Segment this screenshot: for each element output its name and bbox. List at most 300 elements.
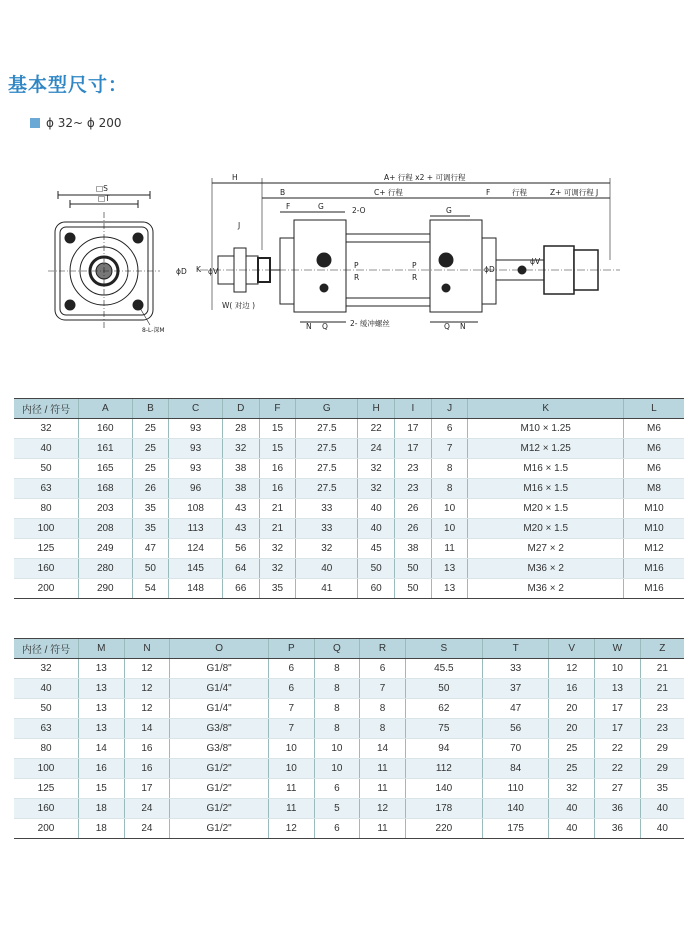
table-cell: 10	[431, 499, 468, 519]
label-z: Z+ 可调行程	[550, 188, 594, 197]
table-cell: 56	[482, 719, 549, 739]
table-cell: 40	[549, 819, 595, 839]
table-cell: M16 × 1.5	[468, 459, 623, 479]
table-row	[14, 579, 684, 599]
table-cell: 12	[124, 699, 170, 719]
table-cell: 11	[360, 759, 406, 779]
label-r-left: R	[354, 273, 360, 282]
table-cell: 6	[314, 819, 360, 839]
table-cell: 13	[79, 719, 125, 739]
table-cell: G3/8"	[170, 719, 269, 739]
table-row	[14, 539, 684, 559]
table-cell: 33	[296, 499, 358, 519]
table-cell: 220	[405, 819, 482, 839]
table-cell: 8	[314, 659, 360, 679]
table-row	[14, 659, 684, 679]
label-phi-v-left: ϕV	[208, 267, 219, 276]
table-cell: 25	[549, 739, 595, 759]
table-row	[14, 679, 684, 699]
table-row	[14, 739, 684, 759]
table-cell: 96	[169, 479, 223, 499]
table-cell: M16	[623, 559, 684, 579]
column-header: 内径 / 符号	[14, 639, 79, 659]
table-cell: 36	[595, 799, 641, 819]
table-cell: 12	[124, 659, 170, 679]
label-r-right: R	[412, 273, 418, 282]
table-cell: 63	[14, 479, 79, 499]
column-header: N	[124, 639, 170, 659]
table-cell: G1/2"	[170, 819, 269, 839]
table-cell: 140	[405, 779, 482, 799]
table-cell: 14	[360, 739, 406, 759]
table-cell: 21	[259, 519, 296, 539]
column-header: R	[360, 639, 406, 659]
table-cell: 80	[14, 499, 79, 519]
table-cell: 25	[132, 439, 169, 459]
table-cell: 36	[595, 819, 641, 839]
table-cell: 10	[595, 659, 641, 679]
table-cell: 290	[79, 579, 133, 599]
table-cell: 40	[358, 519, 395, 539]
table-cell: 62	[405, 699, 482, 719]
label-w: W( 对边 )	[222, 301, 256, 310]
table-cell: 280	[79, 559, 133, 579]
table-row	[14, 759, 684, 779]
dimension-table-m-z	[14, 638, 684, 839]
table-cell: 10	[314, 759, 360, 779]
table-cell: 125	[14, 539, 79, 559]
table-header-row	[14, 399, 684, 419]
table-cell: 110	[482, 779, 549, 799]
table-cell: 50	[395, 559, 432, 579]
table-cell: 54	[132, 579, 169, 599]
table-cell: 208	[79, 519, 133, 539]
table-cell: 5	[314, 799, 360, 819]
table-cell: 12	[124, 679, 170, 699]
table-cell: 50	[14, 459, 79, 479]
table-cell: 20	[549, 699, 595, 719]
table-cell: G1/8"	[170, 659, 269, 679]
table-cell: 23	[640, 719, 684, 739]
column-header: I	[395, 399, 432, 419]
table-cell: 32	[14, 419, 79, 439]
column-header: F	[259, 399, 296, 419]
table-cell: M27 × 2	[468, 539, 623, 559]
table-cell: M12 × 1.25	[468, 439, 623, 459]
label-q-left: Q	[322, 322, 328, 331]
table-cell: 94	[405, 739, 482, 759]
table-cell: 13	[79, 659, 125, 679]
table-cell: 80	[14, 739, 79, 759]
table-cell: 10	[268, 739, 314, 759]
table-cell: 21	[640, 679, 684, 699]
table-cell: 32	[222, 439, 259, 459]
table-cell: 38	[222, 459, 259, 479]
table-cell: 11	[431, 539, 468, 559]
column-header: Q	[314, 639, 360, 659]
column-header: V	[549, 639, 595, 659]
table-cell: 27.5	[296, 479, 358, 499]
table-cell: 40	[358, 499, 395, 519]
table-cell: 50	[358, 559, 395, 579]
table-cell: 60	[358, 579, 395, 599]
table-cell: M16	[623, 579, 684, 599]
table-cell: 25	[132, 419, 169, 439]
table-cell: 6	[268, 659, 314, 679]
table-cell: M6	[623, 419, 684, 439]
label-screw: 8-L-深M	[142, 327, 165, 334]
table-cell: 45.5	[405, 659, 482, 679]
table-cell: 14	[124, 719, 170, 739]
table-header-row	[14, 639, 684, 659]
column-header: D	[222, 399, 259, 419]
table-cell: 93	[169, 439, 223, 459]
table-cell: 32	[549, 779, 595, 799]
column-header: M	[79, 639, 125, 659]
table-row	[14, 559, 684, 579]
table-cell: 22	[358, 419, 395, 439]
table-cell: 63	[14, 719, 79, 739]
side-view	[200, 178, 620, 322]
table-cell: 47	[132, 539, 169, 559]
table-cell: M10 × 1.25	[468, 419, 623, 439]
table-cell: 8	[360, 719, 406, 739]
table-cell: M6	[623, 459, 684, 479]
column-header: H	[358, 399, 395, 419]
table-cell: 23	[395, 459, 432, 479]
table-cell: 175	[482, 819, 549, 839]
table-cell: 7	[268, 719, 314, 739]
table-cell: 38	[395, 539, 432, 559]
table-cell: 6	[314, 779, 360, 799]
table-cell: 32	[259, 539, 296, 559]
table-cell: 43	[222, 519, 259, 539]
table-row	[14, 719, 684, 739]
table-cell: 35	[259, 579, 296, 599]
table-cell: 26	[395, 519, 432, 539]
table-cell: 22	[595, 739, 641, 759]
table-cell: 24	[358, 439, 395, 459]
column-header: W	[595, 639, 641, 659]
table-cell: 17	[595, 719, 641, 739]
table-cell: 10	[431, 519, 468, 539]
column-header: O	[170, 639, 269, 659]
dimension-table-a-l	[14, 398, 684, 599]
table-cell: G1/2"	[170, 759, 269, 779]
table-cell: 26	[395, 499, 432, 519]
table-cell: G1/2"	[170, 779, 269, 799]
table-row	[14, 819, 684, 839]
column-header: G	[296, 399, 358, 419]
table-cell: 17	[124, 779, 170, 799]
label-s: □S	[96, 184, 108, 193]
table-cell: 26	[132, 479, 169, 499]
table-cell: 40	[296, 559, 358, 579]
table-cell: 100	[14, 759, 79, 779]
table-cell: 16	[259, 459, 296, 479]
table-cell: 15	[259, 439, 296, 459]
table-cell: 22	[595, 759, 641, 779]
table-cell: 45	[358, 539, 395, 559]
label-f-right: F	[486, 188, 491, 197]
table-cell: 14	[79, 739, 125, 759]
table-cell: 8	[314, 679, 360, 699]
label-q-right: Q	[444, 322, 450, 331]
table-cell: 35	[132, 499, 169, 519]
table-cell: 17	[595, 699, 641, 719]
table-cell: 11	[268, 799, 314, 819]
table-row	[14, 499, 684, 519]
table-cell: M16 × 1.5	[468, 479, 623, 499]
bore-range	[30, 116, 122, 130]
label-f-left: F	[286, 202, 291, 211]
table-cell: 6	[431, 419, 468, 439]
table-cell: 29	[640, 739, 684, 759]
table-cell: 124	[169, 539, 223, 559]
table-cell: 18	[79, 819, 125, 839]
table-cell: 32	[296, 539, 358, 559]
page-title: 基本型尺寸：	[8, 74, 129, 96]
table-cell: 70	[482, 739, 549, 759]
table-cell: 15	[79, 779, 125, 799]
table-cell: 27	[595, 779, 641, 799]
table-cell: 50	[132, 559, 169, 579]
label-phi-d-left: ϕD	[176, 267, 187, 276]
table-cell: M20 × 1.5	[468, 499, 623, 519]
table-cell: 203	[79, 499, 133, 519]
label-phi-v-right: ϕV	[530, 257, 541, 266]
column-header: C	[169, 399, 223, 419]
table-cell: 160	[14, 799, 79, 819]
table-cell: 47	[482, 699, 549, 719]
table-cell: 8	[360, 699, 406, 719]
label-g-left: G	[318, 202, 324, 211]
table-cell: 28	[222, 419, 259, 439]
label-p-left: P	[354, 261, 359, 270]
table-cell: 10	[314, 739, 360, 759]
column-header: B	[132, 399, 169, 419]
table-cell: 37	[482, 679, 549, 699]
label-n-left: N	[306, 322, 312, 331]
table-cell: 12	[549, 659, 595, 679]
table-cell: 13	[595, 679, 641, 699]
column-header: A	[79, 399, 133, 419]
table-cell: 40	[549, 799, 595, 819]
label-stroke: 行程	[512, 188, 527, 197]
table-cell: M10	[623, 519, 684, 539]
table-cell: 100	[14, 519, 79, 539]
table-cell: 50	[14, 699, 79, 719]
table-cell: 8	[314, 699, 360, 719]
table-cell: 56	[222, 539, 259, 559]
table-cell: 168	[79, 479, 133, 499]
table-cell: 23	[640, 699, 684, 719]
bullet-square-icon	[30, 118, 40, 128]
label-overall: A+ 行程 x2 + 可调行程	[384, 173, 466, 182]
cylinder-dimension-drawing	[0, 150, 700, 340]
table-cell: 84	[482, 759, 549, 779]
label-p-right: P	[412, 261, 417, 270]
table-cell: 160	[79, 419, 133, 439]
table-cell: 8	[314, 719, 360, 739]
table-cell: M6	[623, 439, 684, 459]
table-cell: 32	[358, 479, 395, 499]
table-cell: 40	[640, 799, 684, 819]
table-cell: 27.5	[296, 459, 358, 479]
table-cell: 6	[360, 659, 406, 679]
table-row	[14, 799, 684, 819]
label-c: C+ 行程	[374, 188, 403, 197]
column-header: S	[405, 639, 482, 659]
table-cell: 6	[268, 679, 314, 699]
table-cell: 21	[259, 499, 296, 519]
table-cell: 16	[259, 479, 296, 499]
table-cell: 32	[259, 559, 296, 579]
table-cell: 8	[431, 479, 468, 499]
table-cell: 11	[360, 779, 406, 799]
column-header: K	[468, 399, 623, 419]
table-cell: 7	[431, 439, 468, 459]
label-cushion: 2- 缓冲螺丝	[350, 319, 390, 328]
table-cell: 50	[395, 579, 432, 599]
table-cell: 17	[395, 439, 432, 459]
table-cell: 140	[482, 799, 549, 819]
table-cell: 13	[79, 679, 125, 699]
table-cell: 8	[431, 459, 468, 479]
table-cell: 75	[405, 719, 482, 739]
label-phi-d-right: ϕD	[484, 265, 495, 274]
table-cell: 145	[169, 559, 223, 579]
table-cell: 20	[549, 719, 595, 739]
table-cell: G1/4"	[170, 699, 269, 719]
table-cell: 7	[268, 699, 314, 719]
label-k: K	[196, 265, 201, 274]
table-cell: M36 × 2	[468, 579, 623, 599]
table-cell: 12	[360, 799, 406, 819]
table-cell: 18	[79, 799, 125, 819]
table-cell: 40	[14, 439, 79, 459]
table-cell: 13	[431, 579, 468, 599]
table-cell: 200	[14, 819, 79, 839]
label-t: □T	[98, 194, 110, 203]
table-cell: 27.5	[296, 439, 358, 459]
table-cell: 113	[169, 519, 223, 539]
label-b: B	[280, 188, 286, 197]
table-cell: 112	[405, 759, 482, 779]
table-row	[14, 459, 684, 479]
table-cell: 25	[132, 459, 169, 479]
table-cell: 50	[405, 679, 482, 699]
table-row	[14, 439, 684, 459]
table-cell: M36 × 2	[468, 559, 623, 579]
table-cell: 41	[296, 579, 358, 599]
table-cell: 15	[259, 419, 296, 439]
table-cell: 11	[268, 779, 314, 799]
bore-range-label: ϕ 32~ ϕ 200	[46, 116, 122, 130]
table-cell: 32	[358, 459, 395, 479]
table-cell: 93	[169, 459, 223, 479]
label-h: H	[232, 173, 238, 182]
table-cell: 200	[14, 579, 79, 599]
table-cell: 35	[640, 779, 684, 799]
label-j-right: J	[596, 188, 599, 197]
table-cell: M12	[623, 539, 684, 559]
column-header: Z	[640, 639, 684, 659]
table-cell: G1/4"	[170, 679, 269, 699]
table-cell: 16	[124, 739, 170, 759]
label-j-left: J	[238, 221, 241, 230]
table-cell: 161	[79, 439, 133, 459]
table-row	[14, 519, 684, 539]
table-cell: 13	[79, 699, 125, 719]
table-cell: 16	[124, 759, 170, 779]
table-cell: 11	[360, 819, 406, 839]
table-cell: 7	[360, 679, 406, 699]
table-cell: M10	[623, 499, 684, 519]
table-cell: 33	[482, 659, 549, 679]
table-cell: G1/2"	[170, 799, 269, 819]
table-cell: 13	[431, 559, 468, 579]
table-cell: 160	[14, 559, 79, 579]
column-header: 内径 / 符号	[14, 399, 79, 419]
table-cell: 24	[124, 799, 170, 819]
table-cell: 10	[268, 759, 314, 779]
table-cell: 125	[14, 779, 79, 799]
table-row	[14, 419, 684, 439]
label-n-right: N	[460, 322, 466, 331]
table-cell: 66	[222, 579, 259, 599]
column-header: L	[623, 399, 684, 419]
table-cell: 38	[222, 479, 259, 499]
table-cell: M8	[623, 479, 684, 499]
table-row	[14, 479, 684, 499]
table-cell: 17	[395, 419, 432, 439]
table-cell: 108	[169, 499, 223, 519]
table-cell: 29	[640, 759, 684, 779]
table-cell: M20 × 1.5	[468, 519, 623, 539]
table-row	[14, 699, 684, 719]
table-cell: 40	[640, 819, 684, 839]
table-cell: 12	[268, 819, 314, 839]
table-cell: 93	[169, 419, 223, 439]
table-cell: 33	[296, 519, 358, 539]
column-header: T	[482, 639, 549, 659]
table-cell: 40	[14, 679, 79, 699]
table-cell: 23	[395, 479, 432, 499]
table-cell: 43	[222, 499, 259, 519]
table-cell: 16	[79, 759, 125, 779]
table-cell: G3/8"	[170, 739, 269, 759]
column-header: P	[268, 639, 314, 659]
table-cell: 25	[549, 759, 595, 779]
table-cell: 178	[405, 799, 482, 819]
table-cell: 148	[169, 579, 223, 599]
label-g-right: G	[446, 206, 452, 215]
table-cell: 16	[549, 679, 595, 699]
end-view	[48, 191, 160, 330]
table-row	[14, 779, 684, 799]
table-cell: 32	[14, 659, 79, 679]
table-cell: 24	[124, 819, 170, 839]
column-header: J	[431, 399, 468, 419]
table-cell: 64	[222, 559, 259, 579]
table-cell: 165	[79, 459, 133, 479]
table-cell: 35	[132, 519, 169, 539]
table-cell: 27.5	[296, 419, 358, 439]
label-ports: 2-O	[352, 206, 366, 215]
table-cell: 21	[640, 659, 684, 679]
table-cell: 249	[79, 539, 133, 559]
